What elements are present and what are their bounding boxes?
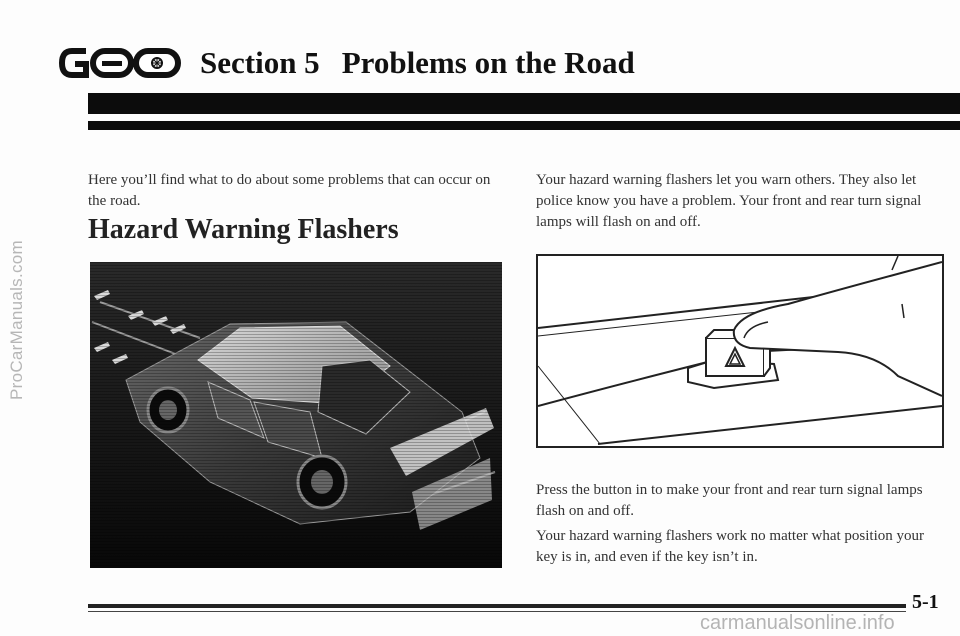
footer-rule xyxy=(88,604,906,608)
key-position-paragraph: Your hazard warning flashers work no matter what position your key is in, and even if the key isn’t in. xyxy=(536,528,924,565)
section-title: Problems on the Road xyxy=(341,45,635,80)
bottom-watermark: carmanualsonline.info xyxy=(700,612,895,634)
page-number: 5-1 xyxy=(912,591,939,613)
car-illustration-icon xyxy=(90,262,502,568)
page-header xyxy=(58,40,635,86)
side-watermark-text: ProCarManuals.com xyxy=(7,239,27,401)
side-watermark xyxy=(4,120,30,520)
hazard-intro-paragraph: Your hazard warning flashers let you warn others. They also let police know you have a problem. Your front and rear turn signal lamps will flash on and off. xyxy=(536,172,922,230)
hazard-button-icon xyxy=(538,256,942,446)
header-bar-thick xyxy=(88,93,960,114)
header-bar-thin xyxy=(88,121,960,130)
geo-logo-icon xyxy=(58,42,186,84)
press-instruction-paragraph: Press the button in to make your front and rear turn signal lamps flash on and off. xyxy=(536,482,923,519)
hazard-button-illustration xyxy=(536,254,944,448)
section-heading: Hazard Warning Flashers xyxy=(88,214,399,245)
car-hazard-illustration xyxy=(90,262,502,568)
section-label: Section 5 xyxy=(200,45,320,80)
intro-paragraph: Here you’ll find what to do about some problems that can occur on the road. xyxy=(88,172,491,209)
